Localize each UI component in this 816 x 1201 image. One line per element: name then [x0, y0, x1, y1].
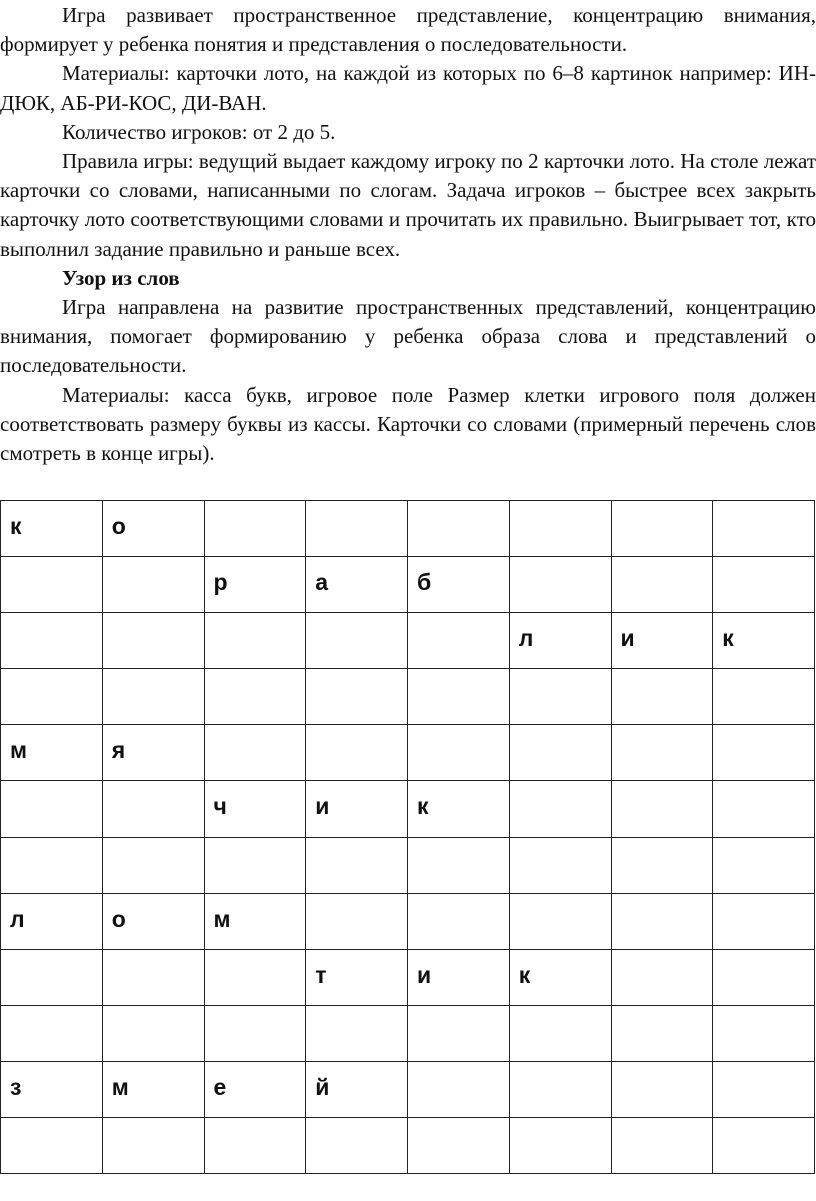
grid-cell [713, 725, 815, 781]
grid-cell-letter [417, 725, 509, 739]
grid-cell-letter: м [213, 905, 231, 932]
grid-cell [204, 949, 306, 1005]
grid-cell [102, 669, 204, 725]
grid-cell [713, 669, 815, 725]
grid-cell-letter: о [111, 513, 126, 539]
grid-cell-letter: р [213, 569, 228, 596]
grid-cell [204, 1061, 306, 1117]
grid-cell-letter [315, 838, 407, 852]
grid-cell [102, 781, 204, 837]
grid-cell [102, 1061, 204, 1117]
grid-cell-letter [10, 950, 102, 964]
grid-cell-letter [621, 894, 713, 908]
grid-cell-letter [621, 1118, 713, 1132]
grid-cell [306, 949, 408, 1005]
grid-cell [408, 1118, 510, 1174]
grid-row [1, 725, 815, 781]
grid-cell-letter: л [518, 625, 534, 652]
grid-cell-letter [519, 725, 611, 739]
grid-cell [204, 837, 306, 893]
grid-cell [1, 1118, 103, 1174]
grid-cell [1, 501, 103, 557]
grid-cell [204, 557, 306, 613]
grid-cell-letter [621, 781, 713, 795]
grid-cell [102, 501, 204, 557]
grid-cell-letter [214, 1118, 306, 1132]
grid-cell [509, 949, 611, 1005]
grid-cell-letter [722, 557, 814, 571]
grid-cell-letter [417, 1062, 509, 1076]
grid-cell-letter [519, 1118, 611, 1132]
grid-cell [306, 725, 408, 781]
grid-cell [1, 837, 103, 893]
grid-cell [1, 893, 103, 949]
grid-cell [1, 1061, 103, 1117]
grid-cell-letter: и [315, 793, 330, 820]
grid-cell [611, 893, 713, 949]
grid-cell [1, 1005, 103, 1061]
grid-cell [509, 557, 611, 613]
grid-cell-letter [10, 838, 102, 852]
grid-cell-letter [112, 557, 204, 571]
grid-row [1, 1061, 815, 1117]
grid-cell-letter [112, 950, 204, 964]
grid-cell [306, 557, 408, 613]
grid-cell-letter: о [111, 905, 126, 932]
grid-cell [611, 557, 713, 613]
grid-cell [509, 669, 611, 725]
paragraph-intro: Игра развивает пространственное представление, концентрацию внимания, формирует у ребенка понятия и представления о последовательности. [0, 3, 816, 57]
grid-cell-letter [214, 1006, 306, 1020]
grid-cell [102, 725, 204, 781]
grid-cell-letter [112, 1118, 204, 1132]
grid-cell-letter [315, 894, 407, 908]
grid-cell [713, 781, 815, 837]
grid-cell-letter [417, 613, 509, 627]
grid-row [1, 669, 815, 725]
grid-row [1, 893, 815, 949]
grid-cell [204, 1005, 306, 1061]
grid-cell-letter [315, 669, 407, 683]
grid-cell-letter [417, 669, 509, 683]
grid-cell [408, 781, 510, 837]
grid-cell-letter [214, 725, 306, 739]
paragraph-materials: Материалы: карточки лото, на каждой из которых по 6–8 картинок например: ИН-ДЮК, АБ-РИ-КОС, ДИ-ВАН. [0, 61, 816, 115]
grid-cell [611, 1118, 713, 1174]
grid-cell [102, 1118, 204, 1174]
grid-cell-letter [417, 501, 509, 515]
grid-cell-letter: к [722, 625, 734, 652]
grid-cell-letter: т [315, 961, 327, 988]
grid-cell-letter [315, 725, 407, 739]
grid-cell [1, 669, 103, 725]
grid-cell [102, 837, 204, 893]
grid-cell-letter: з [10, 1073, 22, 1100]
grid-cell [204, 501, 306, 557]
grid-cell [204, 1118, 306, 1174]
grid-cell [1, 557, 103, 613]
grid-cell [713, 893, 815, 949]
grid-cell [611, 949, 713, 1005]
grid-cell-letter [214, 613, 306, 627]
grid-cell [306, 837, 408, 893]
grid-cell-letter [621, 838, 713, 852]
grid-cell [611, 725, 713, 781]
grid-cell [509, 613, 611, 669]
grid-cell [509, 725, 611, 781]
grid-cell-letter [519, 669, 611, 683]
grid-cell [611, 501, 713, 557]
grid-cell [408, 1005, 510, 1061]
grid-cell-letter [214, 669, 306, 683]
grid-cell [408, 557, 510, 613]
grid-cell-letter [417, 1006, 509, 1020]
grid-cell [509, 893, 611, 949]
grid-cell [102, 1005, 204, 1061]
grid-cell [611, 837, 713, 893]
paragraph-game-goal: Игра направлена на развитие пространственных представлений, концентрацию внимания, помогает формированию у ребенка образа слова и представлений о последовательности. [0, 295, 816, 378]
grid-cell-letter [10, 613, 102, 627]
grid-cell [408, 893, 510, 949]
grid-cell-letter [10, 781, 102, 795]
grid-cell [713, 949, 815, 1005]
grid-cell-letter: й [315, 1073, 330, 1100]
grid-cell [509, 1061, 611, 1117]
grid-cell-letter [10, 1006, 102, 1020]
grid-cell [306, 613, 408, 669]
grid-cell-letter: и [620, 625, 635, 652]
grid-cell [204, 613, 306, 669]
grid-cell-letter [417, 894, 509, 908]
grid-cell [611, 1061, 713, 1117]
grid-cell [509, 781, 611, 837]
grid-cell-letter [315, 1006, 407, 1020]
grid-cell [509, 1005, 611, 1061]
grid-cell [713, 613, 815, 669]
grid-cell [102, 613, 204, 669]
grid-cell [102, 949, 204, 1005]
grid-cell-letter [722, 1006, 814, 1020]
grid-cell [408, 1061, 510, 1117]
grid-cell-letter: м [111, 1073, 129, 1100]
grid-cell-letter [722, 950, 814, 964]
paragraph-game-materials: Материалы: касса букв, игровое поле Размер клетки игрового поля должен соответствовать размеру буквы из кассы. Карточки со словами (примерный перечень слов смотреть в конце игры). [0, 382, 816, 466]
grid-cell [713, 501, 815, 557]
grid-cell-letter [315, 501, 407, 515]
grid-cell-letter [315, 613, 407, 627]
grid-cell-letter [621, 950, 713, 964]
grid-cell [204, 893, 306, 949]
grid-cell [611, 1005, 713, 1061]
grid-cell [408, 949, 510, 1005]
grid-row [1, 613, 815, 669]
grid-cell-letter [214, 838, 306, 852]
grid-cell [1, 613, 103, 669]
grid-cell-letter [417, 1118, 509, 1132]
grid-cell-letter [621, 669, 713, 683]
grid-cell [306, 1061, 408, 1117]
grid-cell-letter [621, 1062, 713, 1076]
grid-row [1, 501, 815, 557]
game-field-grid [0, 500, 815, 1174]
grid-cell [204, 781, 306, 837]
grid-cell [204, 725, 306, 781]
grid-cell [1, 781, 103, 837]
grid-cell-letter: к [518, 961, 531, 988]
grid-row [1, 781, 815, 837]
grid-row [1, 837, 815, 893]
grid-cell-letter [519, 557, 611, 571]
grid-cell [713, 1118, 815, 1174]
grid-cell-letter [519, 1006, 611, 1020]
grid-cell-letter [722, 1118, 814, 1132]
grid-cell-letter [112, 669, 204, 683]
grid-cell-letter [519, 838, 611, 852]
grid-cell [306, 669, 408, 725]
grid-cell-letter [10, 669, 102, 683]
grid-cell-letter [722, 669, 814, 683]
paragraph-players: Количество игроков: от 2 до 5. [62, 119, 336, 144]
grid-cell-letter [722, 1062, 814, 1076]
grid-cell-letter [722, 725, 814, 739]
grid-cell [306, 1005, 408, 1061]
grid-cell-letter [722, 781, 814, 795]
grid-cell-letter: л [10, 905, 25, 932]
grid-cell-letter [315, 1118, 407, 1132]
grid-cell [306, 893, 408, 949]
grid-cell [1, 949, 103, 1005]
grid-cell-letter [519, 894, 611, 908]
grid-cell-letter [214, 950, 306, 964]
grid-cell-letter: м [10, 737, 28, 764]
grid-row [1, 949, 815, 1005]
grid-cell-letter [621, 557, 713, 571]
grid-cell-letter [722, 894, 814, 908]
grid-cell-letter [519, 501, 611, 515]
grid-cell-letter [112, 781, 204, 795]
grid-cell [1, 725, 103, 781]
grid-cell-letter: я [111, 737, 126, 764]
grid-cell-letter [214, 501, 306, 515]
grid-cell [611, 613, 713, 669]
grid-cell-letter: е [213, 1073, 227, 1100]
grid-cell [102, 893, 204, 949]
grid-row [1, 1118, 815, 1174]
grid-cell-letter [722, 501, 814, 515]
grid-cell [408, 613, 510, 669]
grid-cell-letter [10, 1118, 102, 1132]
grid-cell-letter [519, 1062, 611, 1076]
grid-cell [408, 725, 510, 781]
grid-cell [713, 837, 815, 893]
grid-cell-letter [112, 1006, 204, 1020]
grid-cell-letter: б [417, 569, 432, 596]
grid-cell [611, 669, 713, 725]
grid-cell [102, 557, 204, 613]
grid-cell-letter [112, 838, 204, 852]
grid-cell [713, 1005, 815, 1061]
grid-cell [509, 501, 611, 557]
grid-cell-letter [417, 838, 509, 852]
grid-cell [306, 501, 408, 557]
grid-cell [509, 837, 611, 893]
section-heading: Узор из слов [62, 265, 180, 290]
grid-cell-letter: ч [213, 793, 227, 820]
grid-cell [408, 501, 510, 557]
grid-cell [408, 669, 510, 725]
grid-cell [408, 837, 510, 893]
grid-cell-letter: к [10, 513, 22, 539]
grid-cell [509, 1118, 611, 1174]
grid-cell [713, 557, 815, 613]
grid-cell-letter: к [417, 793, 429, 820]
grid-cell-letter [621, 501, 713, 515]
grid-row [1, 1005, 815, 1061]
grid-cell-letter [621, 725, 713, 739]
grid-row [1, 557, 815, 613]
grid-cell [306, 1118, 408, 1174]
grid-cell-letter [722, 838, 814, 852]
grid-cell [204, 669, 306, 725]
grid-cell-letter [112, 613, 204, 627]
grid-cell-letter [10, 557, 102, 571]
document-text [0, 0, 816, 468]
grid-cell [611, 781, 713, 837]
grid-cell [713, 1061, 815, 1117]
grid-cell-letter [621, 1006, 713, 1020]
grid-cell-letter: и [417, 961, 432, 988]
grid-cell [306, 781, 408, 837]
grid-cell-letter: а [315, 569, 329, 596]
grid-cell-letter [519, 781, 611, 795]
paragraph-rules: Правила игры: ведущий выдает каждому игроку по 2 карточки лото. На столе лежат карточки со словами, написанными по слогам. Задача игроков – быстрее всех закрыть карточку лото соответствующими словами и прочитать их правильно. Выигрывает тот, кто выполнил задание правильно и раньше всех. [0, 149, 816, 261]
